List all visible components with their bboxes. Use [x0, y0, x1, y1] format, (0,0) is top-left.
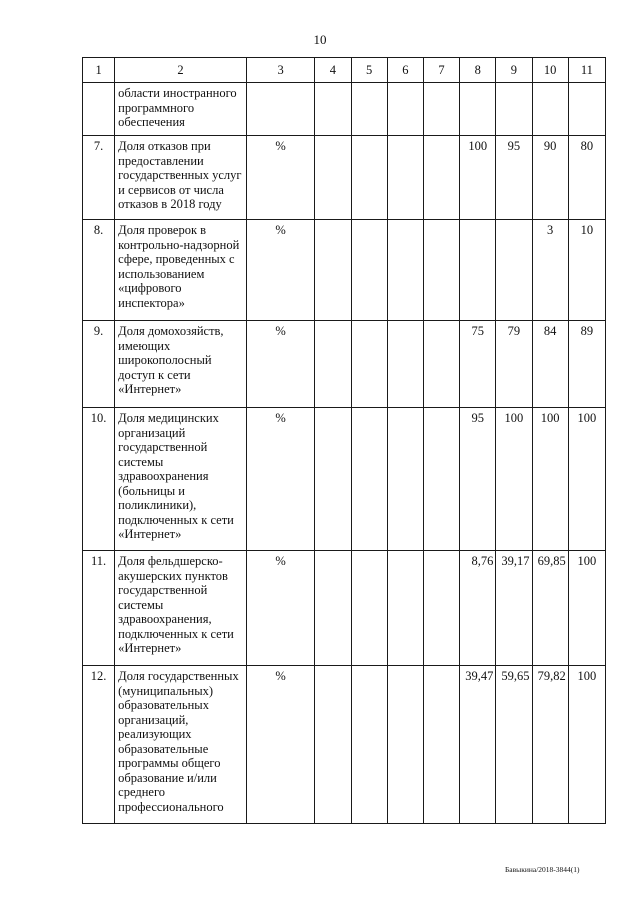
unit-cell: % — [246, 321, 314, 408]
column-header: 2 — [115, 58, 247, 83]
table-row — [83, 666, 606, 824]
value-cell — [315, 666, 351, 824]
value-cell: 59,65 — [496, 666, 532, 824]
row-number: 10. — [83, 408, 115, 551]
value-cell: 100 — [568, 408, 605, 551]
value-cell: 90 — [532, 136, 568, 220]
value-cell — [460, 220, 496, 321]
value-cell — [387, 551, 423, 666]
value-cell: 8,76 — [460, 551, 496, 666]
value-cell — [315, 83, 351, 136]
value-cell: 100 — [496, 408, 532, 551]
table-row — [83, 551, 606, 666]
unit-cell: % — [246, 408, 314, 551]
page-number: 10 — [313, 32, 327, 47]
unit-cell — [246, 83, 314, 136]
value-cell: 100 — [532, 408, 568, 551]
value-cell: 79 — [496, 321, 532, 408]
value-cell — [496, 220, 532, 321]
value-cell: 39,17 — [496, 551, 532, 666]
value-cell — [568, 83, 605, 136]
value-cell — [423, 220, 459, 321]
value-cell — [351, 408, 387, 551]
row-number — [83, 83, 115, 136]
indicators-table — [82, 57, 606, 824]
indicator-name: Доля фельдшерско-акушерских пунктов государственной системы здравоохранения, подключенных к сети «Интернет» — [115, 551, 247, 666]
value-cell — [351, 551, 387, 666]
column-header: 1 — [83, 58, 115, 83]
column-header: 7 — [423, 58, 459, 83]
value-cell — [351, 220, 387, 321]
value-cell — [315, 408, 351, 551]
value-cell: 100 — [460, 136, 496, 220]
value-cell — [387, 136, 423, 220]
column-header: 10 — [532, 58, 568, 83]
value-cell: 95 — [460, 408, 496, 551]
column-header: 8 — [460, 58, 496, 83]
value-cell — [460, 83, 496, 136]
column-header: 9 — [496, 58, 532, 83]
indicator-name: Доля медицинских организаций государственной системы здравоохранения (больницы и поликлиники), подключенных к сети «Интернет» — [115, 408, 247, 551]
value-cell — [387, 321, 423, 408]
value-cell: 69,85 — [532, 551, 568, 666]
value-cell — [387, 408, 423, 551]
value-cell — [315, 321, 351, 408]
column-header: 5 — [351, 58, 387, 83]
value-cell: 84 — [532, 321, 568, 408]
unit-cell: % — [246, 666, 314, 824]
value-cell: 89 — [568, 321, 605, 408]
value-cell — [315, 220, 351, 321]
value-cell: 79,82 — [532, 666, 568, 824]
value-cell — [423, 321, 459, 408]
unit-cell: % — [246, 136, 314, 220]
value-cell — [315, 551, 351, 666]
value-cell: 39,47 — [460, 666, 496, 824]
value-cell — [387, 666, 423, 824]
unit-cell: % — [246, 551, 314, 666]
value-cell — [351, 666, 387, 824]
table-row — [83, 220, 606, 321]
value-cell — [387, 220, 423, 321]
value-cell: 75 — [460, 321, 496, 408]
row-number: 9. — [83, 321, 115, 408]
value-cell: 10 — [568, 220, 605, 321]
value-cell — [423, 408, 459, 551]
value-cell — [423, 551, 459, 666]
column-header: 3 — [246, 58, 314, 83]
value-cell: 95 — [496, 136, 532, 220]
value-cell: 3 — [532, 220, 568, 321]
document-code: Бавыкина/2018-3844(1) — [505, 865, 580, 874]
column-header: 6 — [387, 58, 423, 83]
value-cell: 100 — [568, 666, 605, 824]
indicator-name: Доля государственных (муниципальных) образовательных организаций, реализующих образовательные программы общего образование и/или среднего профессионального — [115, 666, 247, 824]
value-cell — [423, 666, 459, 824]
indicator-name: Доля отказов при предоставлении государственных услуг и сервисов от числа отказов в 2018 году — [115, 136, 247, 220]
value-cell — [351, 321, 387, 408]
table-row — [83, 136, 606, 220]
table-row — [83, 83, 606, 136]
row-number: 12. — [83, 666, 115, 824]
value-cell: 80 — [568, 136, 605, 220]
value-cell — [423, 83, 459, 136]
value-cell — [532, 83, 568, 136]
column-header: 4 — [315, 58, 351, 83]
value-cell — [351, 83, 387, 136]
row-number: 11. — [83, 551, 115, 666]
value-cell — [387, 83, 423, 136]
indicator-name: области иностранного программного обеспечения — [115, 83, 247, 136]
indicator-name: Доля проверок в контрольно-надзорной сфере, проведенных с использованием «цифрового инспектора» — [115, 220, 247, 321]
value-cell — [315, 136, 351, 220]
table-row — [83, 321, 606, 408]
row-number: 7. — [83, 136, 115, 220]
row-number: 8. — [83, 220, 115, 321]
value-cell: 100 — [568, 551, 605, 666]
indicator-name: Доля домохозяйств, имеющих широкополосный доступ к сети «Интернет» — [115, 321, 247, 408]
value-cell — [351, 136, 387, 220]
table-row — [83, 408, 606, 551]
header-row — [83, 58, 606, 83]
value-cell — [423, 136, 459, 220]
value-cell — [496, 83, 532, 136]
unit-cell: % — [246, 220, 314, 321]
column-header: 11 — [568, 58, 605, 83]
